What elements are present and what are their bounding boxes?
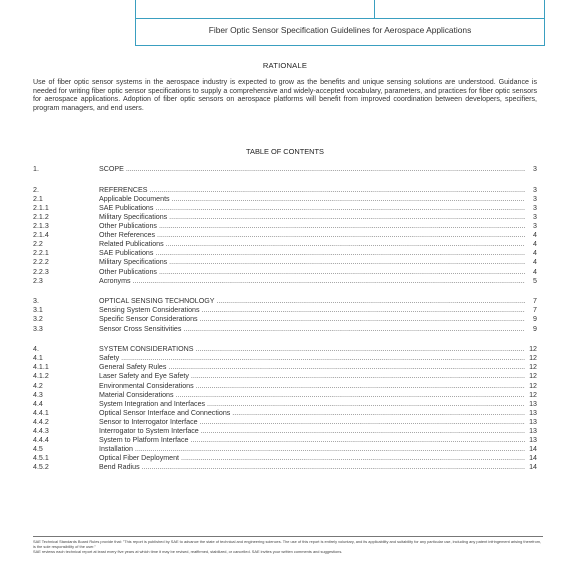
toc-entry-number: 2.1.3 bbox=[33, 222, 49, 230]
toc-entry-page: 14 bbox=[525, 445, 537, 454]
toc-entry-title: Sensor to Interrogator Interface ..... bbox=[99, 418, 525, 427]
toc-entry[interactable] bbox=[33, 445, 537, 454]
toc-entry-title: Bend Radius ..... bbox=[99, 463, 525, 472]
toc-entry-page: 12 bbox=[525, 345, 537, 354]
toc-entry[interactable] bbox=[33, 213, 537, 222]
header-divider bbox=[374, 0, 375, 18]
toc-entry-page: 12 bbox=[525, 354, 537, 363]
toc-entry-title: Optical Fiber Deployment ..... bbox=[99, 454, 525, 463]
toc-entry-number: 4.5.2 bbox=[33, 463, 49, 472]
toc-entry-title: Military Specifications ..... bbox=[99, 258, 525, 267]
toc-entry[interactable] bbox=[33, 186, 537, 195]
toc-entry-page: 12 bbox=[525, 391, 537, 400]
toc-entry[interactable] bbox=[33, 382, 537, 391]
toc-entry[interactable] bbox=[33, 258, 537, 267]
toc-entry-page: 7 bbox=[525, 306, 537, 315]
toc-entry-title: Sensor Cross Sensitivities ..... bbox=[99, 325, 525, 334]
toc-entry-title: Sensing System Considerations ..... bbox=[99, 306, 525, 315]
toc-entry[interactable] bbox=[33, 400, 537, 409]
toc-entry-title: System Integration and Interfaces ..... bbox=[99, 400, 525, 409]
toc-entry-title: Military Specifications ..... bbox=[99, 213, 525, 222]
toc-entry-title: OPTICAL SENSING TECHNOLOGY ..... bbox=[99, 297, 525, 306]
toc-entry[interactable] bbox=[33, 297, 537, 306]
toc-entry-title: Related Publications ..... bbox=[99, 240, 525, 249]
toc-entry-page: 4 bbox=[525, 249, 537, 258]
toc-entry-page: 13 bbox=[525, 436, 537, 445]
toc-entry-page: 9 bbox=[525, 325, 537, 334]
toc-entry-title: SCOPE ..... bbox=[99, 165, 525, 174]
toc-entry-page: 3 bbox=[525, 204, 537, 213]
toc-entry[interactable] bbox=[33, 222, 537, 231]
toc-entry[interactable] bbox=[33, 240, 537, 249]
toc-entry-title: SYSTEM CONSIDERATIONS ..... bbox=[99, 345, 525, 354]
toc-entry-page: 12 bbox=[525, 363, 537, 372]
toc-entry[interactable] bbox=[33, 306, 537, 315]
toc-entry-number: 4. bbox=[33, 345, 39, 354]
toc-entry-title: Safety ..... bbox=[99, 354, 525, 363]
toc-entry[interactable] bbox=[33, 345, 537, 354]
toc-entry[interactable] bbox=[33, 418, 537, 427]
toc-entry-page: 3 bbox=[525, 213, 537, 222]
toc-entry-title: Acronyms ..... bbox=[99, 277, 525, 286]
toc-entry[interactable] bbox=[33, 325, 537, 334]
toc-entry[interactable] bbox=[33, 204, 537, 213]
toc-entry[interactable] bbox=[33, 195, 537, 204]
toc-entry-page: 7 bbox=[525, 297, 537, 306]
toc-entry[interactable] bbox=[33, 268, 537, 277]
toc-entry[interactable] bbox=[33, 354, 537, 363]
toc-entry-number: 4.4 bbox=[33, 399, 43, 408]
toc-entry[interactable] bbox=[33, 249, 537, 258]
toc-entry-title: Installation ..... bbox=[99, 445, 525, 454]
toc-entry[interactable] bbox=[33, 372, 537, 381]
toc-entry-number: 4.3 bbox=[33, 390, 43, 399]
toc-heading: TABLE OF CONTENTS bbox=[246, 147, 324, 156]
toc-entry-page: 14 bbox=[525, 463, 537, 472]
toc-entry-title: Laser Safety and Eye Safety ..... bbox=[99, 372, 525, 381]
toc-entry-page: 3 bbox=[525, 186, 537, 195]
toc-entry[interactable] bbox=[33, 427, 537, 436]
toc-entry-number: 4.1 bbox=[33, 354, 43, 363]
toc-entry-number: 4.5.1 bbox=[33, 454, 49, 463]
toc-entry[interactable] bbox=[33, 277, 537, 286]
toc-entry-title: SAE Publications ..... bbox=[99, 204, 525, 213]
toc-entry-title: Applicable Documents ..... bbox=[99, 195, 525, 204]
toc-entry-title: Specific Sensor Considerations ..... bbox=[99, 315, 525, 324]
toc-entry-page: 13 bbox=[525, 409, 537, 418]
toc-entry-number: 3.1 bbox=[33, 306, 43, 315]
toc-entry-number: 3. bbox=[33, 297, 39, 306]
toc-entry-number: 2.1.1 bbox=[33, 203, 49, 212]
header-box bbox=[135, 0, 545, 46]
toc-entry-title: Material Considerations ..... bbox=[99, 391, 525, 400]
toc-entry[interactable] bbox=[33, 463, 537, 472]
toc-entry[interactable] bbox=[33, 363, 537, 372]
toc-entry-number: 2. bbox=[33, 185, 39, 194]
toc-entry-page: 5 bbox=[525, 277, 537, 286]
toc-entry-title: Optical Sensor Interface and Connections ..... bbox=[99, 409, 525, 418]
toc-entry[interactable] bbox=[33, 436, 537, 445]
toc-entry-page: 12 bbox=[525, 372, 537, 381]
toc-entry-number: 2.1.2 bbox=[33, 212, 49, 221]
toc-entry-title: Environmental Considerations ..... bbox=[99, 382, 525, 391]
toc-entry-page: 4 bbox=[525, 268, 537, 277]
toc-entry-title: Other Publications ..... bbox=[99, 268, 525, 277]
toc-entry-title: General Safety Rules ..... bbox=[99, 363, 525, 372]
toc-entry-number: 2.3 bbox=[33, 276, 43, 285]
toc-entry-number: 2.2 bbox=[33, 240, 43, 249]
toc-entry-title: REFERENCES ..... bbox=[99, 186, 525, 195]
toc-entry-page: 13 bbox=[525, 427, 537, 436]
toc-entry-page: 3 bbox=[525, 222, 537, 231]
toc-entry-number: 4.4.3 bbox=[33, 427, 49, 435]
toc-entry[interactable] bbox=[33, 391, 537, 400]
toc-entry-number: 3.2 bbox=[33, 315, 43, 324]
toc-entry-number: 4.4.1 bbox=[33, 408, 49, 417]
toc-entry[interactable] bbox=[33, 409, 537, 418]
footer-line-2: SAE reviews each technical report at least every five years at which time it may be revised, reaffirmed, stabilized, or cancelled. SAE invites your written comments and suggestions. bbox=[33, 549, 343, 554]
toc-entry-number: 2.1.4 bbox=[33, 231, 49, 240]
toc-entry-number: 4.1.1 bbox=[33, 363, 49, 372]
toc-entry[interactable] bbox=[33, 231, 537, 240]
toc-entry[interactable] bbox=[33, 315, 537, 324]
toc-entry-page: 13 bbox=[525, 418, 537, 427]
toc-entry-page: 4 bbox=[525, 240, 537, 249]
toc-entry-number: 2.2.3 bbox=[33, 267, 49, 276]
toc-entry[interactable] bbox=[33, 454, 537, 463]
toc-entry-number: 2.1 bbox=[33, 194, 43, 203]
footer-line-1: SAE Technical Standards Board Rules provide that: "This report is published by SAE to advance the state of technical and engineering sciences. The use of this report is entirely voluntary, and its applicability and suitability for any particular use, including any patent infringement arising therefrom, is the sole responsibility of the user." bbox=[33, 539, 542, 549]
toc-entry-title: Interrogator to System Interface ..... bbox=[99, 427, 525, 436]
toc-entry-title: Other References ..... bbox=[99, 231, 525, 240]
toc-entry-page: 13 bbox=[525, 400, 537, 409]
document-title: Fiber Optic Sensor Specification Guidelines for Aerospace Applications bbox=[208, 25, 472, 35]
footer-notice bbox=[33, 536, 543, 554]
toc-entry-page: 4 bbox=[525, 231, 537, 240]
toc-entry[interactable] bbox=[33, 165, 537, 174]
toc-entry-title: SAE Publications ..... bbox=[99, 249, 525, 258]
rationale-text: Use of fiber optic sensor systems in the aerospace industry is expected to grow as the benefits and unique sensing solutions are understood. Guidance is needed for writing fiber optic sensor specifications to supply a comprehensive and widely-accepted vocabulary, parameters, and practices for fiber optic sensors for aerospace applications. Adoption of fiber optic sensors on aerospace platforms will benefit from improved coordination between developers, specifiers, program managers, and end users. bbox=[33, 78, 537, 113]
header-top-row bbox=[136, 0, 544, 19]
toc-entry-title: Other Publications ..... bbox=[99, 222, 525, 231]
toc-entry-number: 2.2.1 bbox=[33, 249, 49, 258]
toc-entry-number: 4.4.4 bbox=[33, 436, 49, 445]
toc-entry-number: 1. bbox=[33, 165, 39, 173]
toc-entry-number: 4.2 bbox=[33, 381, 43, 390]
toc-entry-page: 4 bbox=[525, 258, 537, 267]
toc-entry-number: 3.3 bbox=[33, 324, 43, 333]
toc-entry-page: 3 bbox=[525, 165, 537, 174]
toc-entry-number: 4.5 bbox=[33, 445, 43, 454]
toc-entry-page: 14 bbox=[525, 454, 537, 463]
toc-entry-page: 12 bbox=[525, 382, 537, 391]
toc-entry-number: 4.4.2 bbox=[33, 417, 49, 426]
rationale-heading: RATIONALE bbox=[262, 61, 308, 70]
toc-entry-number: 4.1.2 bbox=[33, 372, 49, 381]
toc-entry-page: 9 bbox=[525, 315, 537, 324]
toc-entry-page: 3 bbox=[525, 195, 537, 204]
toc-entry-title: System to Platform Interface ..... bbox=[99, 436, 525, 445]
toc-entry-number: 2.2.2 bbox=[33, 258, 49, 267]
